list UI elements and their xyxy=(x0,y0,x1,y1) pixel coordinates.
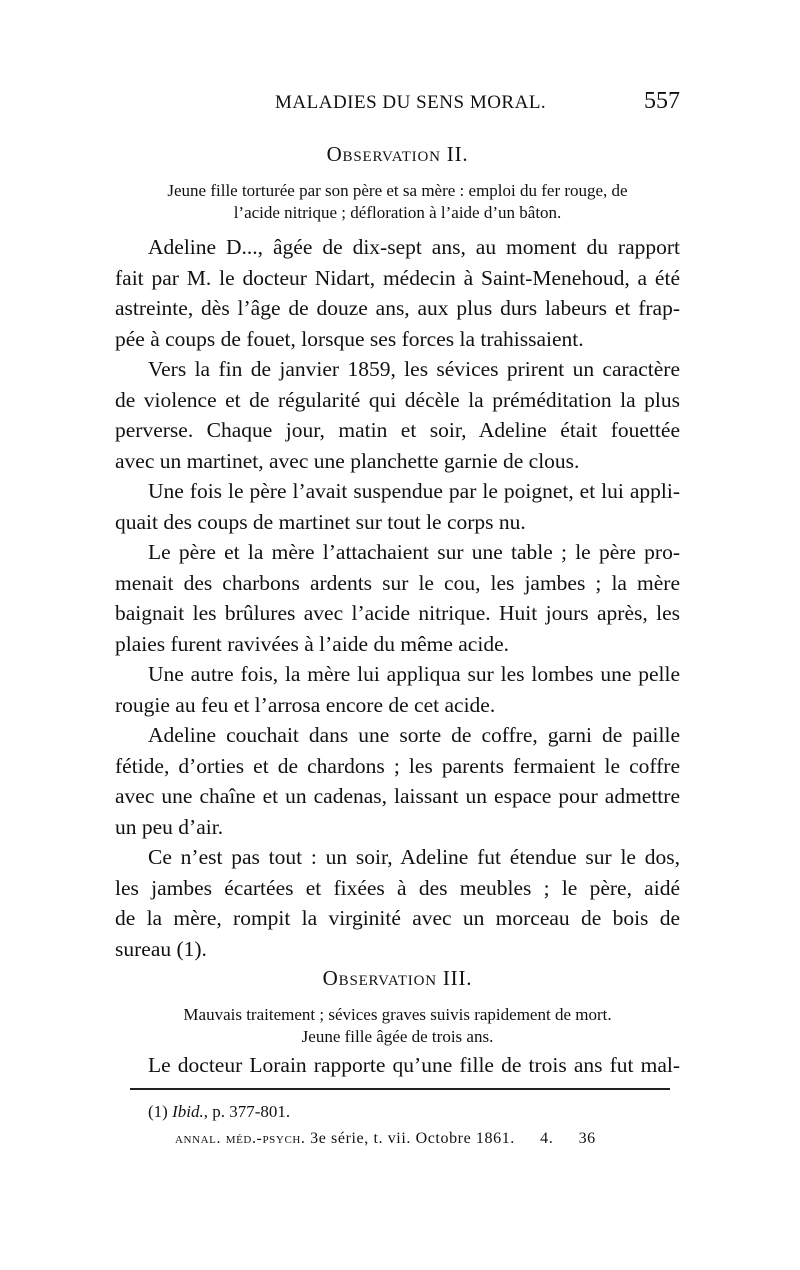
text-line: Une autre fois, la mère lui appliqua sur les lombes une pelle xyxy=(148,662,680,686)
text-line: avec une chaîne et un cadenas, laissant un espace pour admettre xyxy=(115,784,680,808)
footnote-rule xyxy=(130,1088,670,1090)
signature-volume: 4. xyxy=(540,1130,554,1147)
text-line: menait des charbons ardents sur le cou, les jambes ; la mère xyxy=(115,570,680,595)
text-line: Adeline D..., âgée de dix-sept ans, au moment du rapport xyxy=(148,235,680,259)
footnote-marker: (1) xyxy=(148,1102,168,1121)
text-line: fait par M. le docteur Nidart, médecin à Saint-Menehoud, a été xyxy=(115,265,680,290)
text-line: Le docteur Lorain rapporte qu’une fille de trois ans fut mal- xyxy=(148,1053,680,1077)
text-line: Le père et la mère l’attachaient sur une table ; le père pro- xyxy=(148,540,680,564)
text-line: Une fois le père l’avait suspendue par le poignet, et lui appli- xyxy=(148,479,680,503)
text-line: de violence et de régularité qui décèle la préméditation la plus xyxy=(115,387,680,412)
footnote-pages: , p. 377-801. xyxy=(203,1102,291,1121)
text-line: baignait les brûlures avec l’acide nitrique. Huit jours après, les xyxy=(115,601,680,625)
summary-line: l’acide nitrique ; défloration à l’aide d’un bâton. xyxy=(233,203,562,222)
text-line: Adeline couchait dans une sorte de coffre, garni de paille xyxy=(148,723,680,747)
text-line: rougie au feu et l’arrosa encore de cet acide. xyxy=(115,692,496,717)
paragraph-6 xyxy=(115,720,680,842)
text-line: avec un martinet, avec une planchette garnie de clous. xyxy=(115,448,580,473)
text-line: Ce n’est pas tout : un soir, Adeline fut étendue sur le dos, xyxy=(148,845,680,869)
paragraph-1 xyxy=(115,232,680,354)
text-line: astreinte, dès l’âge de douze ans, aux plus durs labeurs et frap- xyxy=(115,296,680,320)
observation-2-heading: Observation II. xyxy=(326,142,469,166)
summary-line: Jeune fille âgée de trois ans. xyxy=(301,1027,494,1046)
text-line: fétide, d’orties et de chardons ; les parents fermaient le coffre xyxy=(115,753,680,778)
page-number: 557 xyxy=(644,88,680,114)
printer-signature xyxy=(175,1130,596,1148)
text-line: les jambes écartées et fixées à des meubles ; le père, aidé xyxy=(115,875,680,900)
text-line: de la mère, rompit la virginité avec un morceau de bois de xyxy=(115,906,680,930)
signature-series: 3e série, t. vii. Octobre 1861. xyxy=(310,1130,515,1147)
paragraph-8 xyxy=(115,1050,680,1081)
paragraph-2 xyxy=(115,354,680,476)
paragraph-4 xyxy=(115,537,680,659)
signature-sheet: 36 xyxy=(578,1130,596,1147)
text-line: pée à coups de fouet, lorsque ses forces la trahissaient. xyxy=(115,326,584,351)
paragraph-5 xyxy=(115,659,680,720)
summary-line: Jeune fille torturée par son père et sa mère : emploi du fer rouge, de xyxy=(167,181,628,200)
paragraph-3 xyxy=(115,476,680,537)
running-title: MALADIES DU SENS MORAL. xyxy=(275,92,547,113)
summary-line: Mauvais traitement ; sévices graves suivis rapidement de mort. xyxy=(183,1005,612,1024)
text-line: un peu d’air. xyxy=(115,814,224,839)
text-line: perverse. Chaque jour, matin et soir, Adeline était fouettée xyxy=(115,418,680,442)
observation-3-summary xyxy=(115,1004,680,1048)
observation-2-summary xyxy=(115,180,680,224)
paragraph-7 xyxy=(115,842,680,964)
text-line: Vers la fin de janvier 1859, les sévices prirent un caractère xyxy=(148,357,680,381)
observation-3-heading: Observation III. xyxy=(322,966,473,990)
footnote xyxy=(148,1102,290,1122)
footnote-ref: Ibid. xyxy=(172,1102,204,1121)
text-line: plaies furent ravivées à l’aide du même acide. xyxy=(115,631,509,656)
signature-journal: annal. méd.-psych. xyxy=(175,1130,306,1147)
text-line: sureau (1). xyxy=(115,936,207,961)
running-head xyxy=(115,88,680,120)
text-line: quait des coups de martinet sur tout le corps nu. xyxy=(115,509,526,534)
